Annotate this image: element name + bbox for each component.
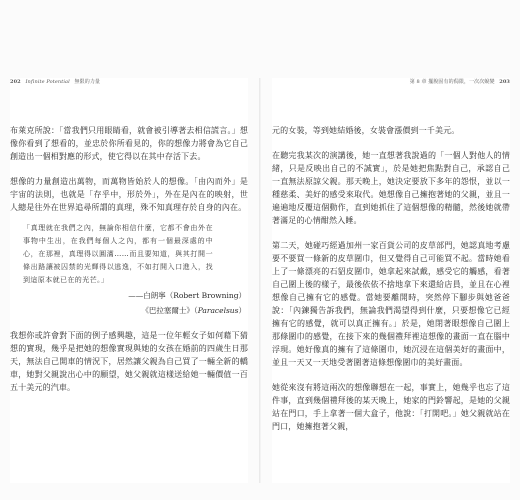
left-page-number: 202: [10, 79, 21, 85]
right-paragraph-3: 第二天，她碰巧經過加州一家百貨公司的皮草部門，她認真地考慮要不要買一條新的皮草圍巾，但又覺得自己可能買不起。當時她看上了一條漂亮的石貂皮圍巾，她拿起來試戴，感受它的觸感，看著自己圍上後的樣子，最後依依不捨地拿下來還給店員，並且在心裡想像自己擁有它的感覺。當她要離開時，突然停下腳步與她爸爸說：「內鍊獨告訴我們，無論我們渴望得到什麼，只要想像它已經擁有它的感覺，就可以真正擁有。」於是，她閉著眼想像自己圍上那條圍巾的感覺，在接下來的幾個禮拜裡這想像的畫面一直在腦中浮現。她好像真的擁有了這條圍巾，她沉浸在這個美好的畫面中，並且一天又一天地受著圍著這條想像圍巾的美好畫面。: [272, 241, 510, 367]
block-quote: 「真理就在我們之內，無論你相信什麼，它都不會由外在事物中生出，在我們每個人之內，都有一個最深處的中心，在那裡，真理得以圓滿……而且要知道，與其打開一條出路讓被囚禁的光輝得以逃逸，不如打開入口進入，找到這原本就已在的光芒。」: [23, 224, 213, 284]
left-page-body: [10, 124, 248, 394]
chapter-title: 第 8 章 擺脫固有的侷限，一次次蛻變: [409, 79, 495, 85]
quote-attribution-work: [10, 305, 248, 317]
right-paragraph-1: 元的女裝，等到她結婚後，女裝會漲價到一千美元。: [272, 126, 460, 135]
left-page: [10, 78, 248, 483]
right-page-number: 203: [499, 79, 510, 85]
left-paragraph-2: 想像的力量創造出萬物，而萬物皆始於人的想像。「由內而外」是宇宙的法則，也就是「存乎中，形於外」，外在是內在的映射，世人總是往外在世界追尋所謂的真理，殊不知真理存於自身的內在。: [10, 177, 248, 212]
work-title-en: Paracelsus: [197, 306, 239, 315]
left-running-header: [10, 78, 100, 85]
work-title-zh: 《巴拉塞爾士》（: [141, 306, 198, 315]
right-running-header: [410, 78, 510, 85]
left-paragraph-3: 我想你或許會對下面的例子感興趣，這是一位年輕女子如何藉下猜想的實現，幾乎是把她的想像實現與她的女孩在婚前的四歲生日那天，無法自己開車的情況下，居然讓父親為自己買了一輛全新的轎車，她對父親說出心中的願望，她父親就這樣送給她一輛價值一百五十美元的汽車。: [10, 331, 248, 392]
quote-attribution-author: ——白朗寧（Robert Browning）: [128, 291, 246, 300]
book-title-zh: 無限的力量: [74, 79, 101, 85]
book-title-en: Infinite Potential: [25, 79, 70, 85]
right-paragraph-4: 她從來沒有將這兩次的想像聯想在一起，事實上，她幾乎也忘了這件事，直到幾個禮拜後的某天晚上，她家的門鈴響起，是她的父親站在門口，手上拿著一個大盒子，他說：「打開吧。」她父親就站在門口，她擁抱著父親，: [272, 383, 510, 431]
left-paragraph-1: 布萊克所說：「當我們只用眼睛看，就會被引導著去相信謊言。」想像你看到了想看的，並忠於你所看見的，你的想像力將會為它自己創造出一個相對應的形式，使它得以在其中存活下去。: [10, 126, 248, 161]
right-page-body: [272, 124, 510, 433]
right-paragraph-2: 在聽完我某次的演講後，她一直想著我說過的「一個人對他人的情緒，只是反映出自己的不誠實」，於是她把焦點對自己，承認自己一直無法原諒父親。那天晚上，她決定要放下多年的怨恨，並以一種慈柔、美好的感受來取代。她想像自己擁抱著她的父親，並且一遍遍地反覆這個動作，直到她抓住了這個想像的精髓，然後她就帶著滿足的心情酣然入睡。: [272, 151, 510, 225]
book-gutter: [259, 78, 261, 483]
work-title-close: ）: [238, 306, 246, 315]
right-page: [272, 78, 510, 483]
